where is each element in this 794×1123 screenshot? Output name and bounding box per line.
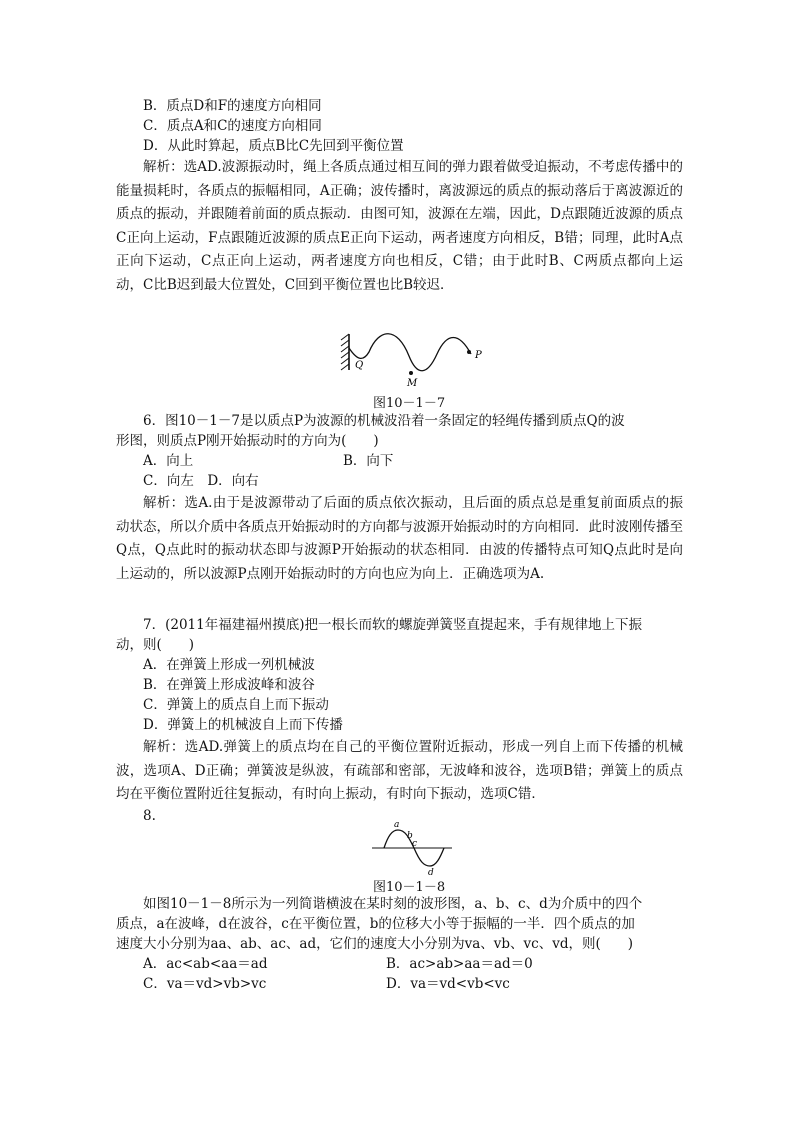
point-p-dot <box>467 350 471 354</box>
q7-option-a: A．在弹簧上形成一列机械波 <box>143 657 315 673</box>
q8-option-c: C．va＝vd>vb>vc <box>143 976 267 992</box>
q7-option-b: B．在弹簧上形成波峰和波谷 <box>143 677 315 693</box>
q5-option-d: D．从此时算起，质点B比C先回到平衡位置 <box>143 138 404 154</box>
label-b: b <box>407 831 413 841</box>
q7-option-c: C．弹簧上的质点自上而下振动 <box>143 697 329 713</box>
q6-stem-line2: 形图，则质点P刚开始振动时的方向为( ) <box>116 433 379 449</box>
figure-8-caption: 图10－1－8 <box>373 880 446 895</box>
q8-stem-line1: 如图10－1－8所示为一列简谐横波在某时刻的波形图，a、b、c、d为介质中的四个 <box>143 896 643 912</box>
q7-analysis: 解析：选AD.弹簧上的质点均在自己的平衡位置附近振动，形成一列自上而下传播的机械波，选项A、D正确；弹簧波是纵波，有疏部和密部，无波峰和波谷，选项B错；弹簧上的质点均在平衡位置附近往复振动，有时向上振动，有时向下振动，选项C错． <box>116 739 683 802</box>
q6-option-b: B．向下 <box>343 453 394 469</box>
q7-option-d: D．弹簧上的机械波自上而下传播 <box>143 717 343 733</box>
label-d: d <box>428 868 434 876</box>
figure-10-1-7 <box>335 328 495 390</box>
q6-analysis: 解析：选A.由于是波源带动了后面的质点依次振动，且后面的质点总是重复前面质点的振动状态，所以介质中各质点开始振动时的方向都与波源开始振动时的方向相同．此时波刚传播至Q点，Q点此时的振动状态即与波源P开始振动的状态相同．由波的传播特点可知Q点此时是向上运动的，所以波源P点刚开始振动时的方向也应为向上．正确选项为A. <box>116 495 683 582</box>
q6-option-a: A．向上 <box>143 453 194 469</box>
q8-option-b: B．ac>ab>aa＝ad＝0 <box>386 956 533 972</box>
label-p: P <box>475 350 482 361</box>
figure-7-caption: 图10－1－7 <box>373 396 446 411</box>
wall-hatch <box>341 334 349 370</box>
q6-stem-line1: 6．图10－1－7是以质点P为波源的机械波沿着一条固定的轻绳传播到质点Q的波 <box>143 413 625 429</box>
point-m-dot <box>409 371 413 375</box>
label-a: a <box>394 820 400 830</box>
q8-number: 8. <box>143 808 156 824</box>
q8-option-d: D．va＝vd<vb<vc <box>386 976 510 992</box>
q8-stem-line3: 速度大小分别为aa、ab、ac、ad，它们的速度大小分别为va、vb、vc、vd，则( ) <box>116 936 634 952</box>
q6-option-cd: C．向左 D．向右 <box>143 473 259 489</box>
q5-option-b: B．质点D和F的速度方向相同 <box>143 98 322 114</box>
q8-option-a: A．ac<ab<aa＝ad <box>143 956 268 972</box>
q7-stem-line1: 7．(2011年福建福州摸底)把一根长而软的螺旋弹簧竖直提起来，手有规律地上下振 <box>143 617 642 633</box>
q5-analysis: 解析：选AD.波源振动时，绳上各质点通过相互间的弹力跟着做受迫振动，不考虑传播中的能量损耗时，各质点的振幅相同，A正确；波传播时，离波源远的质点的振动落后于离波源近的质点的振动，并跟随着前面的质点振动．由图可知，波源在左端，因此，D点跟随近波源的质点C正向上运动，F点跟随近波源的质点E正向下运动，两者速度方向相反，B错；同理，此时A点正向下运动，C点正向上运动，两者速度方向也相反，C错；由于此时B、C两质点都向上运动，C比B迟到最大位置处，C回到平衡位置也比B较迟． <box>116 159 683 293</box>
label-m: M <box>407 378 418 389</box>
label-c: c <box>412 839 418 849</box>
label-q: Q <box>355 360 364 371</box>
wave-curve <box>349 334 471 371</box>
q7-stem-line2: 动，则( ) <box>116 637 195 653</box>
q5-option-c: C．质点A和C的速度方向相同 <box>143 118 322 134</box>
q8-stem-line2: 质点，a在波峰，d在波谷，c在平衡位置，b的位移大小等于振幅的一半．四个质点的加 <box>116 916 635 932</box>
figure-10-1-8 <box>370 818 454 876</box>
